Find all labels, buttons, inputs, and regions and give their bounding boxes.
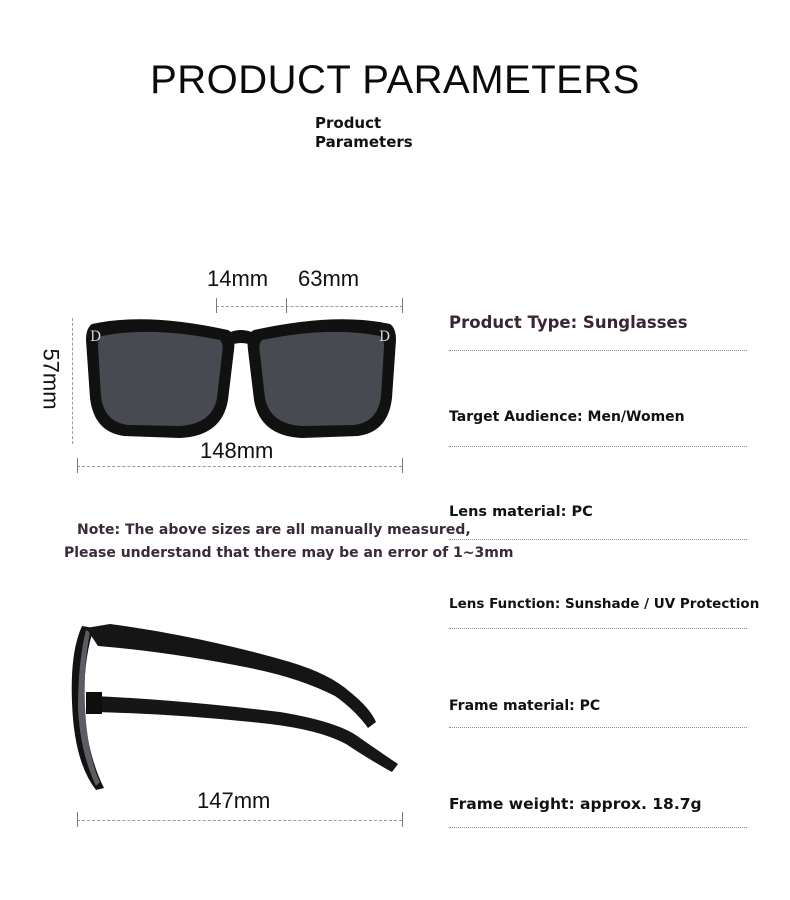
spec-divider [449,628,747,629]
measurement-note-line1: Note: The above sizes are all manually measured, [77,522,471,538]
temple-length-dimension-label: 147mm [197,788,271,813]
height-dimension-line [72,318,73,444]
lens-width-dimension-label: 63mm [298,266,360,291]
sunglasses-side-view [50,612,410,792]
page-subtitle: Product Parameters [315,114,413,151]
spec-frame-weight: Frame weight: approx. 18.7g [449,795,702,813]
frame-width-tick [402,458,403,473]
frame-width-dimension-label: 148mm [200,438,274,463]
spec-divider [449,827,747,828]
svg-text:D: D [90,329,102,345]
spec-divider [449,350,747,351]
top-dimension-line [216,306,403,307]
frame-width-dimension-line [77,466,402,467]
bridge-dimension-label: 14mm [207,266,269,291]
page-title: PRODUCT PARAMETERS [150,58,640,102]
svg-text:D: D [379,329,391,345]
spec-divider [449,727,747,728]
measurement-note-line2: Please understand that there may be an error of 1~3mm [64,545,514,561]
lens-height-dimension-label: 57mm [38,348,64,410]
temple-length-tick [77,812,78,827]
spec-divider [449,539,747,540]
temple-length-tick [402,812,403,827]
spec-lens-function: Lens Function: Sunshade / UV Protection [449,596,760,612]
spec-target-audience: Target Audience: Men/Women [449,409,685,425]
temple-length-dimension-line [77,820,402,821]
spec-frame-material: Frame material: PC [449,698,601,714]
spec-divider [449,446,747,447]
spec-product-type: Product Type: Sunglasses [449,313,688,332]
spec-lens-material: Lens material: PC [449,504,593,520]
sunglasses-front-view [76,310,406,442]
frame-width-tick [77,458,78,473]
